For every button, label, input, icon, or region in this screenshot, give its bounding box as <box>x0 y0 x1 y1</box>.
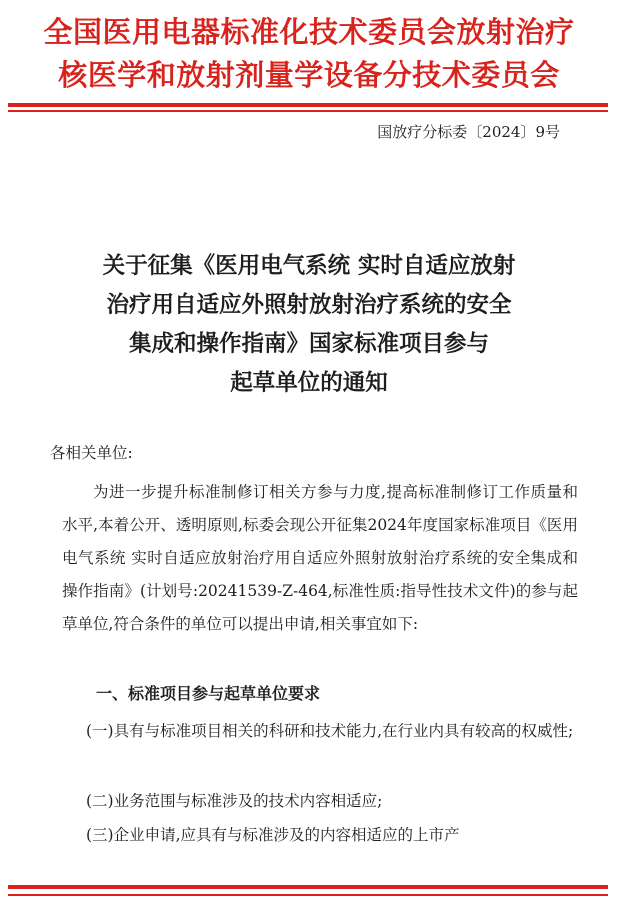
intro-paragraph: 为进一步提升标准制修订相关方参与力度,提高标准制修订工作质量和水平,本着公开、透明原则,标委会现公开征集2024年度国家标准项目《医用电气系统 实时自适应放射治疗用自适应外照射放射治疗系统的安全集成和操作指南》(计划号:20241539-Z-464,标准性质:指导性技术文件)的参与起草单位,符合条件的单位可以提出申请,相关事宜如下: <box>62 483 578 633</box>
footer-rule-thin <box>8 894 608 896</box>
requirement-item-3: (三)企业申请,应具有与标准涉及的内容相适应的上市产 <box>86 826 460 844</box>
requirement-item-1: (一)具有与标准项目相关的科研和技术能力,在行业内具有较高的权威性; <box>86 722 574 740</box>
title-line-3: 集成和操作指南》国家标准项目参与 <box>128 331 489 357</box>
section-1-heading: 一、标准项目参与起草单位要求 <box>96 684 321 703</box>
title-line-2: 治疗用自适应外照射放射治疗系统的安全 <box>106 292 512 318</box>
document-number: 国放疗分标委〔2024〕9号 <box>377 123 560 141</box>
header-rule-thick <box>8 103 608 107</box>
title-line-1: 关于征集《医用电气系统 实时自适应放射 <box>102 253 516 279</box>
salutation: 各相关单位: <box>50 444 133 462</box>
org-name-line-2: 核医学和放射剂量学设备分技术委员会 <box>58 58 560 92</box>
title-line-4: 起草单位的通知 <box>230 370 388 396</box>
footer-rule-thick <box>8 885 608 889</box>
org-name-line-1: 全国医用电器标准化技术委员会放射治疗 <box>43 15 575 49</box>
requirement-item-2: (二)业务范围与标准涉及的技术内容相适应; <box>86 792 383 810</box>
notice-title <box>0 247 618 403</box>
header-rule-thin <box>8 110 608 112</box>
